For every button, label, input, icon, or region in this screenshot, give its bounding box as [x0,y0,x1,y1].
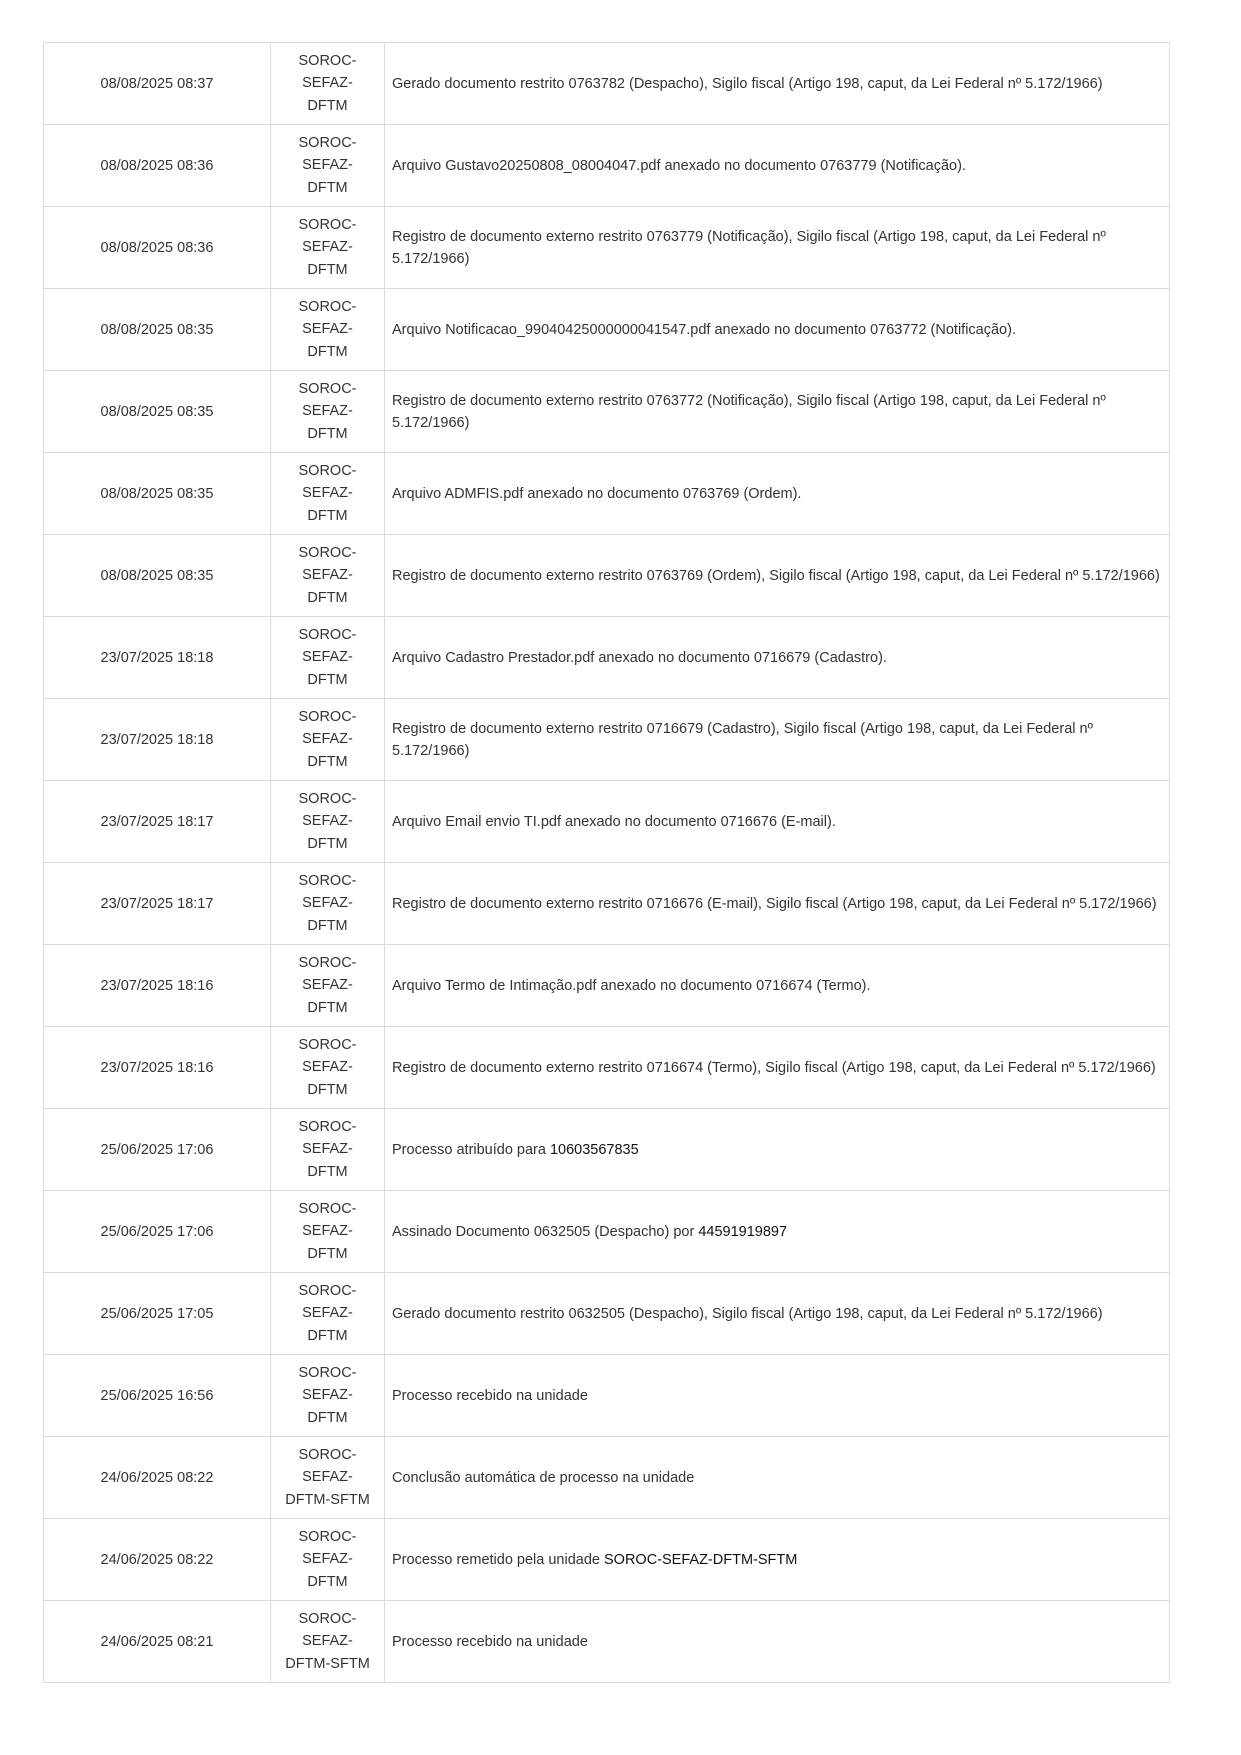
table-row [44,125,1170,207]
table-row [44,371,1170,453]
description-cell [385,863,1170,945]
description-value: 44591919897 [698,1223,788,1240]
unit-line: SOROC- [298,872,357,889]
unit-line: SEFAZ- [302,731,353,748]
unit-line: SOROC- [298,462,357,479]
unit-line: SEFAZ- [302,157,353,174]
unit-line: SOROC- [298,1364,357,1381]
description-cell [385,1109,1170,1191]
unit-cell [271,1437,385,1519]
unit-line: DFTM [307,1409,348,1426]
unit-line: SOROC- [298,544,357,561]
unit-line: SOROC- [298,1118,357,1135]
unit-line: SEFAZ- [302,649,353,666]
unit-cell [271,1355,385,1437]
unit-line: SOROC- [298,52,357,69]
unit-line: SEFAZ- [302,977,353,994]
description-text: Processo atribuído para [392,1141,550,1158]
description-text: Registro de documento externo restrito 0716674 (Termo), Sigilo fiscal (Artigo 198, caput, da Lei Federal nº 5.172/1966) [392,1059,1156,1076]
date-time-cell: 23/07/2025 18:17 [44,781,271,863]
description-cell [385,371,1170,453]
description-cell [385,781,1170,863]
date-time-cell: 23/07/2025 18:18 [44,699,271,781]
description-text: Gerado documento restrito 0632505 (Despacho), Sigilo fiscal (Artigo 198, caput, da Lei Federal nº 5.172/1966) [392,1305,1103,1322]
unit-line: DFTM [307,999,348,1016]
unit-line: DFTM [307,589,348,606]
table-row [44,1355,1170,1437]
unit-line: SOROC- [298,1036,357,1053]
unit-cell [271,125,385,207]
history-table-body [44,43,1170,1683]
unit-cell [271,43,385,125]
date-time-cell: 23/07/2025 18:16 [44,1027,271,1109]
unit-line: SEFAZ- [302,1387,353,1404]
unit-cell [271,535,385,617]
description-cell [385,699,1170,781]
unit-line: DFTM [307,507,348,524]
table-row [44,43,1170,125]
unit-cell [271,1273,385,1355]
date-time-cell: 08/08/2025 08:36 [44,125,271,207]
description-text: Arquivo ADMFIS.pdf anexado no documento 0763769 (Ordem). [392,485,802,502]
description-cell [385,1027,1170,1109]
date-time-cell: 23/07/2025 18:17 [44,863,271,945]
unit-cell [271,1601,385,1683]
table-row [44,617,1170,699]
date-time-cell: 24/06/2025 08:22 [44,1437,271,1519]
unit-line: DFTM [307,1081,348,1098]
table-row [44,1027,1170,1109]
unit-cell [271,617,385,699]
description-cell [385,125,1170,207]
description-cell [385,1355,1170,1437]
unit-line: DFTM [307,753,348,770]
table-row [44,699,1170,781]
description-text: Arquivo Cadastro Prestador.pdf anexado no documento 0716679 (Cadastro). [392,649,887,666]
date-time-cell: 08/08/2025 08:37 [44,43,271,125]
date-time-cell: 08/08/2025 08:35 [44,371,271,453]
date-time-cell: 25/06/2025 17:06 [44,1109,271,1191]
date-time-cell: 08/08/2025 08:35 [44,289,271,371]
unit-line: DFTM-SFTM [285,1655,370,1672]
table-row [44,1601,1170,1683]
description-cell [385,1273,1170,1355]
description-cell [385,1601,1170,1683]
process-history-table [43,42,1170,1683]
unit-cell [271,1519,385,1601]
description-text: Registro de documento externo restrito 0763769 (Ordem), Sigilo fiscal (Artigo 198, caput, da Lei Federal nº 5.172/1966) [392,567,1160,584]
unit-line: SEFAZ- [302,1633,353,1650]
unit-line: DFTM [307,425,348,442]
unit-cell [271,945,385,1027]
description-text: Assinado Documento 0632505 (Despacho) por [392,1223,699,1240]
unit-line: DFTM [307,835,348,852]
unit-line: SEFAZ- [302,567,353,584]
unit-line: SEFAZ- [302,239,353,256]
date-time-cell: 24/06/2025 08:22 [44,1519,271,1601]
unit-line: SOROC- [298,216,357,233]
unit-line: SOROC- [298,954,357,971]
unit-line: DFTM [307,1573,348,1590]
unit-line: SEFAZ- [302,1469,353,1486]
unit-line: DFTM [307,1245,348,1262]
description-cell [385,1519,1170,1601]
unit-line: DFTM [307,343,348,360]
unit-line: SEFAZ- [302,321,353,338]
table-row [44,1437,1170,1519]
unit-line: SOROC- [298,1528,357,1545]
description-cell [385,453,1170,535]
description-text: Processo recebido na unidade [392,1387,588,1404]
unit-line: DFTM [307,261,348,278]
description-cell [385,207,1170,289]
description-text: Registro de documento externo restrito 0763772 (Notificação), Sigilo fiscal (Artigo 198, caput, da Lei Federal nº 5.172/1966) [392,392,1106,431]
description-cell [385,43,1170,125]
date-time-cell: 08/08/2025 08:35 [44,535,271,617]
table-row [44,289,1170,371]
date-time-cell: 24/06/2025 08:21 [44,1601,271,1683]
unit-line: SOROC- [298,1446,357,1463]
unit-line: SOROC- [298,708,357,725]
unit-line: SOROC- [298,1610,357,1627]
description-text: Arquivo Termo de Intimação.pdf anexado no documento 0716674 (Termo). [392,977,871,994]
description-text: Arquivo Email envio TI.pdf anexado no documento 0716676 (E-mail). [392,813,836,830]
unit-cell [271,863,385,945]
unit-line: DFTM [307,1327,348,1344]
table-row [44,1191,1170,1273]
description-text: Registro de documento externo restrito 0716679 (Cadastro), Sigilo fiscal (Artigo 198, caput, da Lei Federal nº 5.172/1966) [392,720,1093,759]
date-time-cell: 25/06/2025 16:56 [44,1355,271,1437]
unit-cell [271,781,385,863]
unit-cell [271,207,385,289]
unit-cell [271,1191,385,1273]
description-value: SOROC-SEFAZ-DFTM-SFTM [604,1551,798,1568]
unit-cell [271,699,385,781]
unit-line: DFTM [307,179,348,196]
description-cell [385,1437,1170,1519]
description-text: Registro de documento externo restrito 0763779 (Notificação), Sigilo fiscal (Artigo 198, caput, da Lei Federal nº 5.172/1966) [392,228,1106,267]
unit-cell [271,371,385,453]
description-cell [385,945,1170,1027]
table-row [44,1273,1170,1355]
unit-line: SOROC- [298,298,357,315]
unit-cell [271,1109,385,1191]
unit-line: DFTM-SFTM [285,1491,370,1508]
unit-line: SEFAZ- [302,1059,353,1076]
description-text: Arquivo Gustavo20250808_08004047.pdf anexado no documento 0763779 (Notificação). [392,157,966,174]
date-time-cell: 25/06/2025 17:05 [44,1273,271,1355]
unit-line: SOROC- [298,626,357,643]
unit-line: DFTM [307,1163,348,1180]
unit-line: DFTM [307,97,348,114]
unit-line: SOROC- [298,134,357,151]
description-text: Registro de documento externo restrito 0716676 (E-mail), Sigilo fiscal (Artigo 198, caput, da Lei Federal nº 5.172/1966) [392,895,1157,912]
unit-line: SEFAZ- [302,1551,353,1568]
table-row [44,781,1170,863]
unit-line: DFTM [307,917,348,934]
description-text: Gerado documento restrito 0763782 (Despacho), Sigilo fiscal (Artigo 198, caput, da Lei Federal nº 5.172/1966) [392,75,1103,92]
unit-line: SEFAZ- [302,1223,353,1240]
unit-line: SOROC- [298,1282,357,1299]
unit-cell [271,289,385,371]
unit-line: SEFAZ- [302,403,353,420]
table-row [44,535,1170,617]
unit-line: DFTM [307,671,348,688]
table-row [44,1109,1170,1191]
table-row [44,1519,1170,1601]
description-cell [385,289,1170,371]
table-row [44,207,1170,289]
unit-line: SEFAZ- [302,485,353,502]
unit-line: SEFAZ- [302,75,353,92]
description-text: Arquivo Notificacao_99040425000000041547.pdf anexado no documento 0763772 (Notificação). [392,321,1016,338]
unit-line: SEFAZ- [302,813,353,830]
unit-line: SEFAZ- [302,1141,353,1158]
unit-cell [271,1027,385,1109]
date-time-cell: 25/06/2025 17:06 [44,1191,271,1273]
description-text: Conclusão automática de processo na unidade [392,1469,695,1486]
description-cell [385,617,1170,699]
unit-cell [271,453,385,535]
unit-line: SOROC- [298,790,357,807]
table-row [44,945,1170,1027]
description-value: 10603567835 [549,1141,639,1158]
description-cell [385,1191,1170,1273]
description-text: Processo recebido na unidade [392,1633,588,1650]
table-row [44,453,1170,535]
unit-line: SEFAZ- [302,895,353,912]
date-time-cell: 08/08/2025 08:36 [44,207,271,289]
table-row [44,863,1170,945]
date-time-cell: 08/08/2025 08:35 [44,453,271,535]
description-text: Processo remetido pela unidade [392,1551,604,1568]
unit-line: SOROC- [298,380,357,397]
date-time-cell: 23/07/2025 18:16 [44,945,271,1027]
description-cell [385,535,1170,617]
unit-line: SOROC- [298,1200,357,1217]
date-time-cell: 23/07/2025 18:18 [44,617,271,699]
unit-line: SEFAZ- [302,1305,353,1322]
